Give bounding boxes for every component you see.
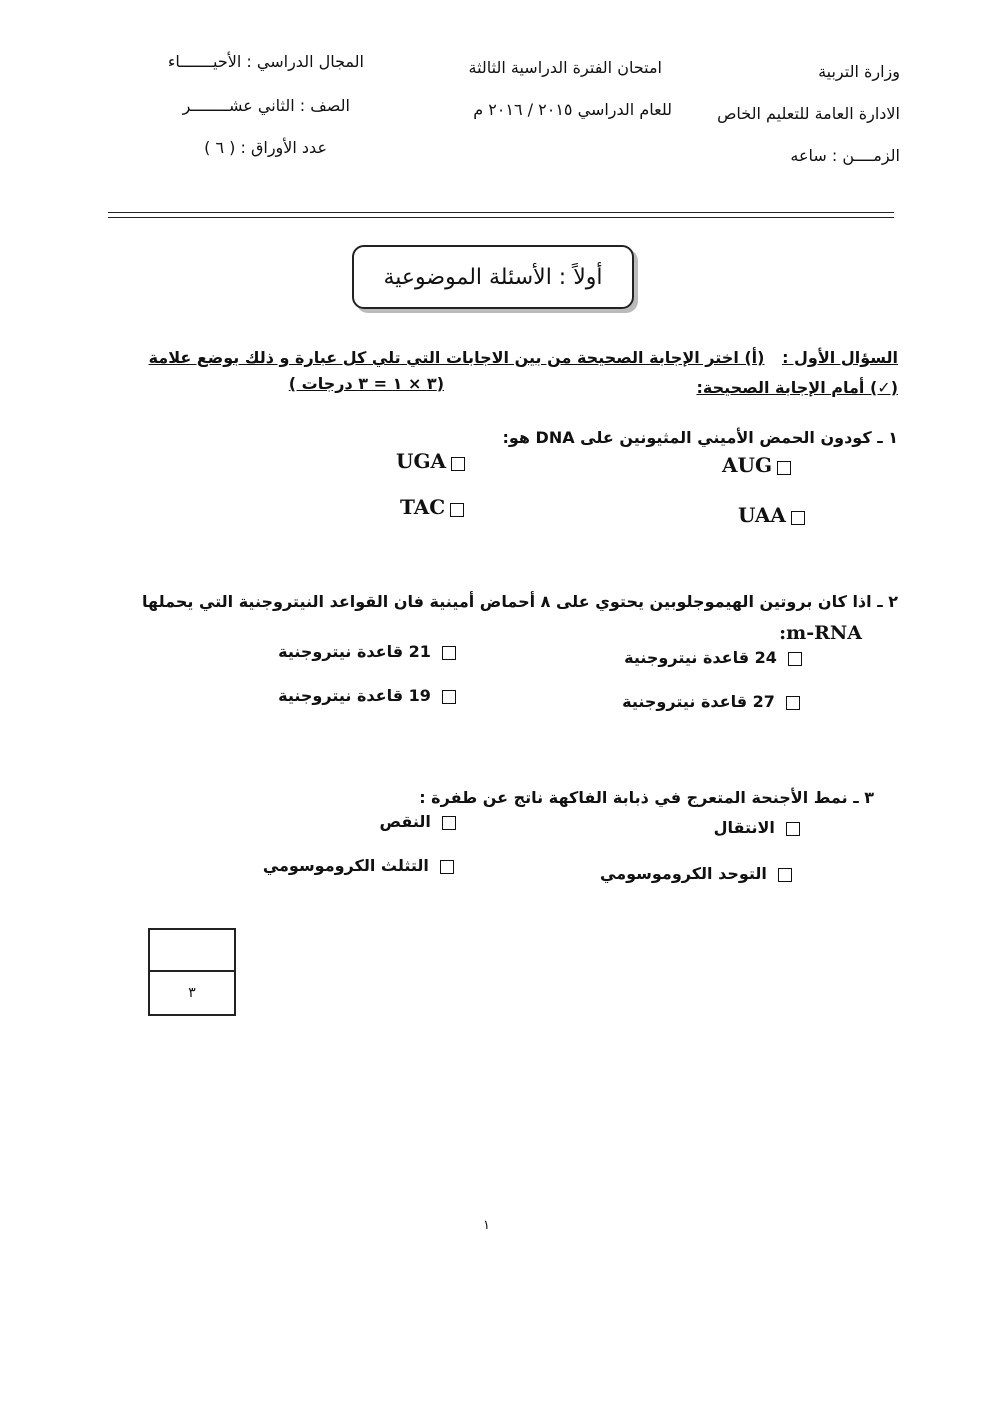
subject-field: المجال الدراسي : الأحيـــــــاء [167, 52, 364, 71]
header-divider [108, 212, 894, 213]
item-2-stem-end: m-RNA: [779, 622, 862, 644]
question-one-label: السؤال الأول : [782, 348, 898, 367]
question-one-instruction-end [697, 378, 898, 397]
item-1-option-c[interactable] [738, 503, 805, 527]
option-label: التثلث الكروموسومي [262, 856, 429, 875]
item-2-option-d[interactable] [278, 686, 456, 705]
item-1-option-a-checkbox[interactable] [777, 461, 791, 475]
instruction-end-text: (✓) أمام الإجابة الصحيحة: [696, 378, 898, 397]
item-3-option-d-checkbox[interactable] [440, 860, 454, 874]
item-1-option-c-checkbox[interactable] [791, 511, 805, 525]
item-1-option-a[interactable] [722, 453, 791, 477]
item-1-stem: ١ ـ كودون الحمض الأميني المثيونين على DNA هو: [502, 428, 898, 447]
option-label: 27 قاعدة نيتروجنية [622, 692, 775, 711]
item-1-option-b-checkbox[interactable] [451, 457, 465, 471]
score-entry-cell[interactable] [150, 930, 234, 972]
item-2-option-b-checkbox[interactable] [442, 646, 456, 660]
pages-count: عدد الأوراق : ( ٦ ) [204, 138, 327, 157]
grade-field: الصف : الثاني عشــــــــر [182, 96, 350, 115]
item-3-option-c-checkbox[interactable] [778, 868, 792, 882]
item-3-stem: ٣ ـ نمط الأجنحة المتعرج في ذبابة الفاكهة ناتج عن طفرة : [419, 788, 874, 807]
question-one-heading [149, 348, 898, 367]
score-total-cell [150, 972, 234, 1014]
ministry-name: وزارة التربية [818, 62, 900, 81]
option-label: AUG [722, 453, 773, 477]
section-title-box [352, 245, 634, 309]
exam-title: امتحان الفترة الدراسية الثالثة [468, 58, 662, 77]
score-total: ٣ [188, 985, 196, 1001]
option-label: الانتقال [713, 818, 775, 837]
item-3-option-a[interactable] [714, 818, 800, 837]
page-number: ١ [483, 1218, 490, 1233]
item-2-option-a[interactable] [624, 648, 802, 667]
item-1-option-d[interactable] [400, 495, 464, 519]
option-label: UGA [396, 449, 447, 473]
item-2-option-b[interactable] [278, 642, 456, 661]
item-3-option-d[interactable] [263, 856, 454, 875]
option-label: النقص [379, 812, 431, 831]
option-label: 19 قاعدة نيتروجنية [278, 686, 431, 705]
section-title: أولاً : الأسئلة الموضوعية [383, 264, 603, 290]
item-1-option-d-checkbox[interactable] [450, 503, 464, 517]
score-box [148, 928, 236, 1016]
marks-text: (٣ × ١ = ٣ درجات ) [288, 374, 444, 393]
item-2-option-c[interactable] [622, 692, 800, 711]
option-label: UAA [738, 503, 786, 527]
item-2-stem: ٢ ـ اذا كان بروتين الهيموجلوبين يحتوي على ٨ أحماض أمينية فان القواعد النيتروجنية التي يحملها [142, 592, 898, 611]
question-one-part-a: (أ) اختر الإجابة الصحيحة من بين الاجابات التي تلي كل عبارة و ذلك بوضع علامة [148, 348, 765, 367]
option-label: TAC [400, 495, 446, 519]
item-3-option-a-checkbox[interactable] [786, 822, 800, 836]
item-3-option-b-checkbox[interactable] [442, 816, 456, 830]
header-divider-second [108, 217, 894, 218]
option-label: التوحد الكروموسومي [600, 864, 767, 883]
directorate-name: الادارة العامة للتعليم الخاص [717, 104, 900, 123]
exam-duration: الزمــــن : ساعه [790, 146, 900, 165]
marks-allocation [289, 374, 444, 393]
item-2-option-a-checkbox[interactable] [788, 652, 802, 666]
item-3-option-c[interactable] [600, 864, 792, 883]
item-2-option-c-checkbox[interactable] [786, 696, 800, 710]
item-3-option-b[interactable] [380, 812, 456, 831]
item-1-option-b[interactable] [396, 449, 465, 473]
option-label: 24 قاعدة نيتروجنية [624, 648, 777, 667]
option-label: 21 قاعدة نيتروجنية [278, 642, 431, 661]
academic-year: للعام الدراسي ٢٠١٥ / ٢٠١٦ م [473, 100, 672, 119]
item-2-option-d-checkbox[interactable] [442, 690, 456, 704]
